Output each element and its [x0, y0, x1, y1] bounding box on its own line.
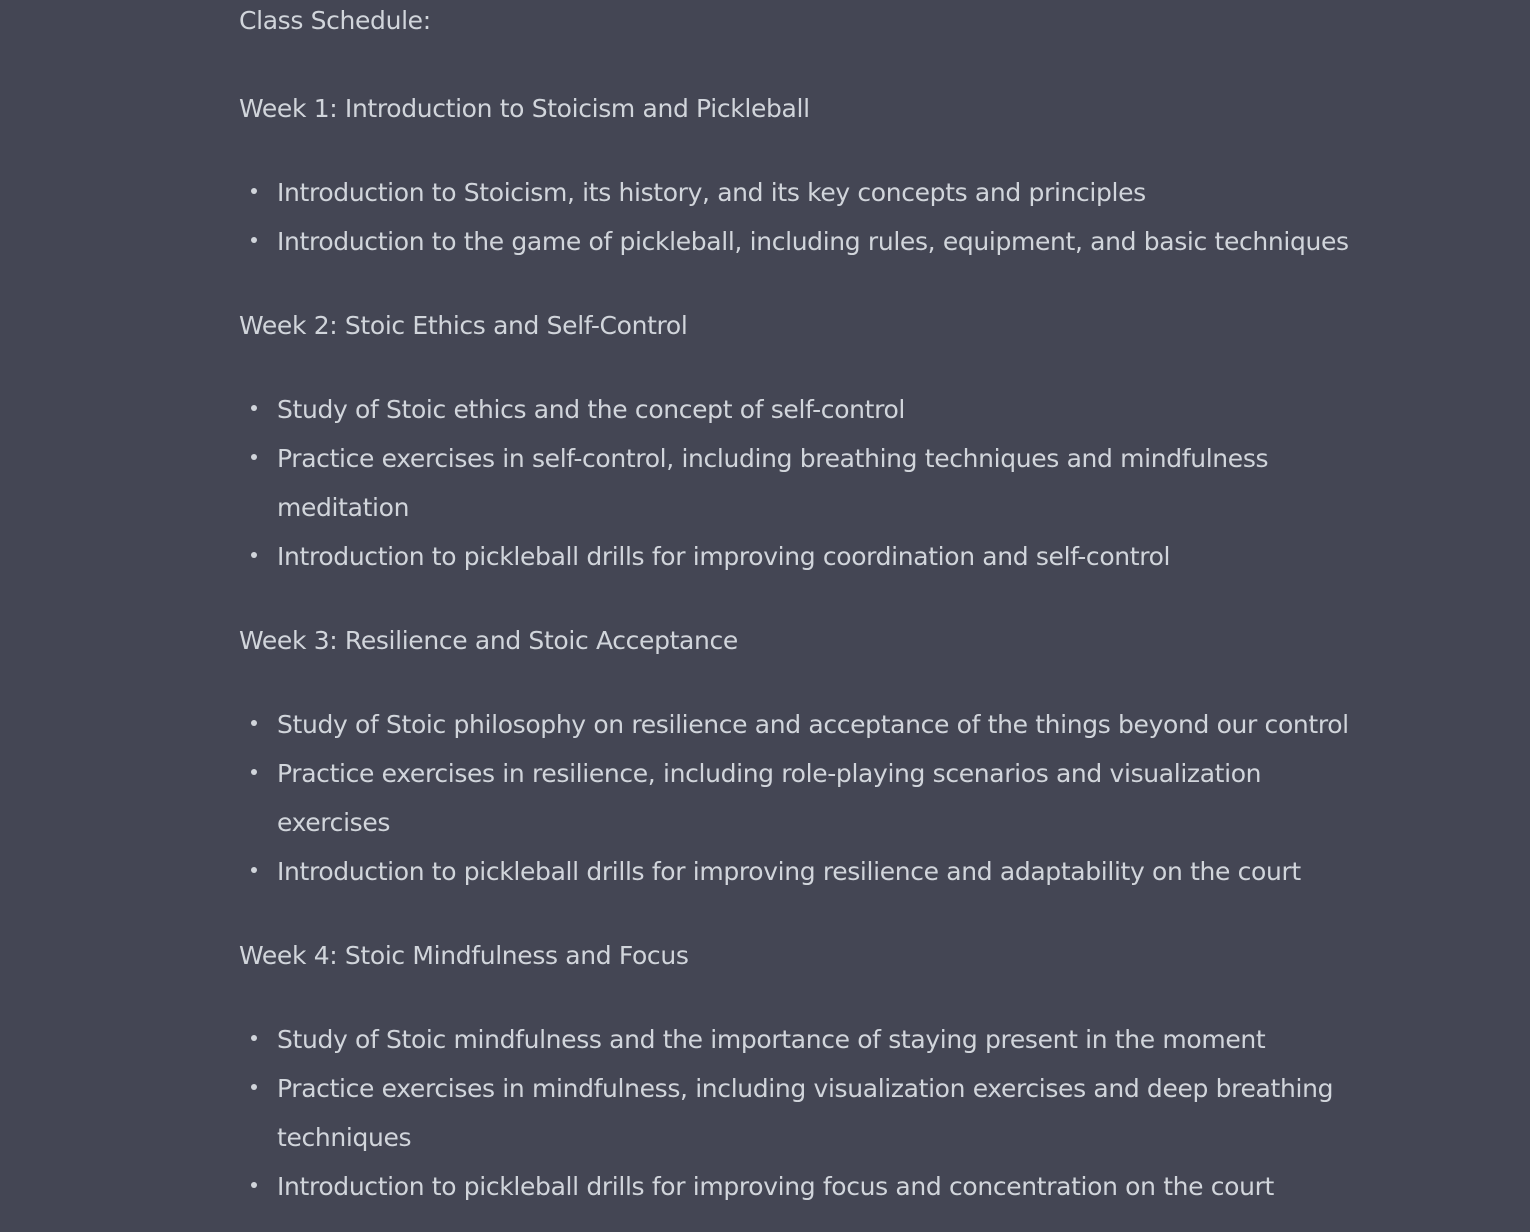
- schedule-heading: Class Schedule:: [239, 6, 431, 35]
- week-3-title: Week 3: Resilience and Stoic Acceptance: [239, 626, 738, 655]
- list-item: Introduction to Stoicism, its history, and its key concepts and principles: [239, 168, 1379, 217]
- week-1-list: [239, 168, 1379, 266]
- list-item: Introduction to pickleball drills for improving coordination and self-control: [239, 532, 1379, 581]
- list-item: Practice exercises in self-control, including breathing techniques and mindfulness meditation: [239, 434, 1379, 532]
- week-2-section: [239, 301, 1379, 581]
- week-4-section: [239, 931, 1379, 1211]
- list-item: Practice exercises in resilience, including role-playing scenarios and visualization exercises: [239, 749, 1379, 847]
- list-item: Introduction to pickleball drills for improving focus and concentration on the court: [239, 1162, 1379, 1211]
- week-2-list: [239, 385, 1379, 581]
- list-item: Study of Stoic philosophy on resilience and acceptance of the things beyond our control: [239, 700, 1379, 749]
- week-3-list: [239, 700, 1379, 896]
- week-1-section: [239, 84, 1379, 266]
- assistant-message: [239, 0, 1379, 1211]
- week-3-section: [239, 616, 1379, 896]
- list-item: Introduction to the game of pickleball, including rules, equipment, and basic techniques: [239, 217, 1379, 266]
- week-4-title: Week 4: Stoic Mindfulness and Focus: [239, 941, 689, 970]
- list-item: Introduction to pickleball drills for improving resilience and adaptability on the court: [239, 847, 1379, 896]
- list-item: Study of Stoic mindfulness and the importance of staying present in the moment: [239, 1015, 1379, 1064]
- week-4-list: [239, 1015, 1379, 1211]
- list-item: Study of Stoic ethics and the concept of self-control: [239, 385, 1379, 434]
- week-2-title: Week 2: Stoic Ethics and Self-Control: [239, 311, 688, 340]
- list-item: Practice exercises in mindfulness, including visualization exercises and deep breathing techniques: [239, 1064, 1379, 1162]
- week-1-title: Week 1: Introduction to Stoicism and Pickleball: [239, 94, 810, 123]
